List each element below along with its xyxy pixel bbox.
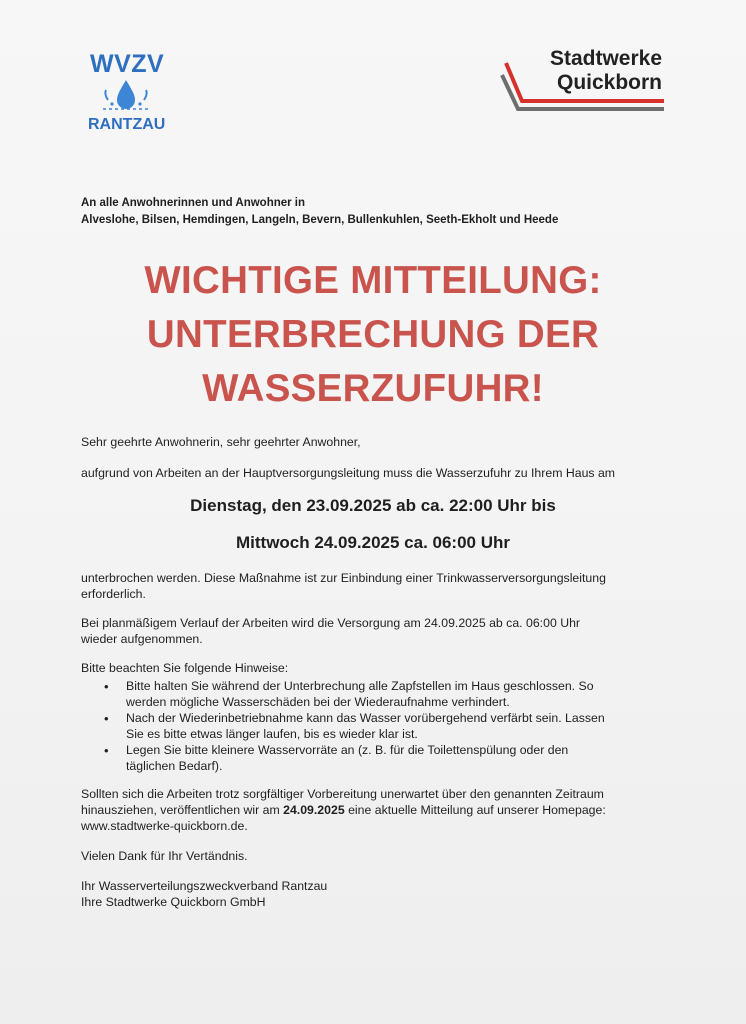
bullet-icon: • — [104, 679, 109, 694]
bullet-icon: • — [104, 743, 109, 759]
signature-line-2: Ihre Stadtwerke Quickborn GmbH — [81, 895, 266, 909]
delay-line-2-text: hinausziehen, veröffentlichen wir am — [81, 803, 284, 817]
bullet-icon: • — [104, 711, 109, 727]
delay-paragraph — [81, 786, 681, 834]
delay-line-2 — [81, 802, 681, 818]
addressee-line-2: Alveslohe, Bilsen, Hemdingen, Langeln, Bevern, Bullenkuhlen, Seeth-Ekholt und Heede — [81, 214, 559, 226]
signature-line-1: Ihr Wasserverteilungszweckverband Rantzau — [81, 879, 328, 893]
water-drop-icon — [100, 78, 152, 114]
interruption-line-2: erforderlich. — [81, 587, 146, 601]
headline — [40, 254, 706, 416]
homepage-link[interactable]: www.stadtwerke-quickborn.de. — [81, 819, 248, 833]
interruption-line-1: unterbrochen werden. Diese Maßnahme ist zur Einbindung einer Trinkwasserversorgungsleitung — [81, 571, 606, 585]
date-end: Mittwoch 24.09.2025 ca. 06:00 Uhr — [235, 533, 511, 552]
hint-3-line-2: täglichen Bedarf). — [126, 758, 223, 773]
wvzv-rantzau-logo — [82, 48, 172, 138]
signature — [81, 878, 681, 910]
addressee — [81, 195, 558, 229]
resume-line-2: wieder aufgenommen. — [81, 632, 203, 646]
logo-text-stadtwerke: Stadtwerke — [549, 47, 662, 70]
hint-2-line-2: Sie es bitte etwas länger laufen, bis es wieder klar ist. — [126, 726, 418, 741]
resume-paragraph — [81, 615, 681, 647]
resume-line-1: Bei planmäßigem Verlauf der Arbeiten wird die Versorgung am 24.09.2025 ab ca. 06:00 Uhr — [81, 616, 581, 630]
addressee-line-1: An alle Anwohnerinnen und Anwohner in — [81, 197, 306, 209]
intro-paragraph: aufgrund von Arbeiten an der Hauptversorgungsleitung muss die Wasserzufuhr zu Ihrem Haus am — [81, 466, 616, 480]
headline-line-3: WASSERZUFUHR! — [202, 367, 544, 410]
headline-line-2: UNTERBRECHUNG DER — [146, 313, 600, 356]
headline-line-1: WICHTIGE MITTEILUNG: — [144, 259, 602, 302]
delay-date: 24.09.2025 — [283, 803, 345, 817]
stadtwerke-quickborn-logo — [500, 45, 670, 120]
hint-1-line-2: werden mögliche Wasserschäden bei der Wiederaufnahme verhindert. — [126, 694, 510, 709]
hint-2-line-1: Nach der Wiederinbetriebnahme kann das Wasser vorübergehend verfärbt sein. Lassen — [126, 711, 605, 726]
date-start: Dienstag, den 23.09.2025 ab ca. 22:00 Uhr bis — [190, 496, 556, 515]
hint-1-line-1: Bitte halten Sie während der Unterbrechung alle Zapfstellen im Haus geschlossen. So — [126, 679, 594, 693]
hint-3-line-1: Legen Sie bitte kleinere Wasservorräte an (z. B. für die Toilettenspülung oder den — [126, 743, 569, 758]
thanks: Vielen Dank für Ihr Vertändnis. — [81, 849, 248, 863]
wvzv-logo-text: WVZV — [90, 50, 165, 78]
list-item — [100, 743, 660, 774]
interruption-paragraph — [81, 570, 681, 602]
delay-line-1: Sollten sich die Arbeiten trotz sorgfältiger Vorbereitung unerwartet über den genannten Zeitraum — [81, 787, 604, 801]
salutation: Sehr geehrte Anwohnerin, sehr geehrter Anwohner, — [81, 435, 361, 449]
delay-line-2-text-end: eine aktuelle Mitteilung auf unserer Homepage: — [344, 803, 606, 817]
hints-list — [100, 679, 660, 776]
hints-title: Bitte beachten Sie folgende Hinweise: — [81, 661, 289, 675]
list-item — [100, 711, 660, 742]
rantzau-logo-text: RANTZAU — [88, 116, 166, 133]
logo-text-quickborn: Quickborn — [556, 71, 662, 94]
list-item — [100, 679, 660, 710]
